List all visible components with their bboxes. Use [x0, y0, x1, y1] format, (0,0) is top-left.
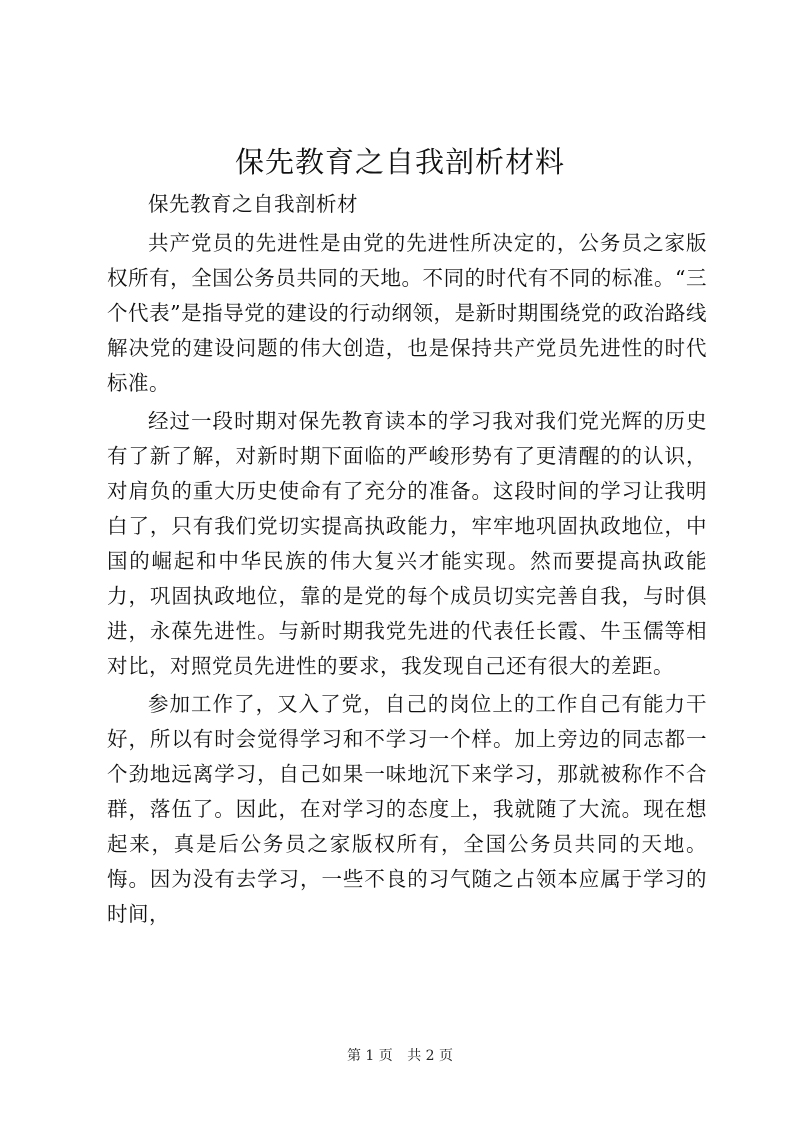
page-number: 第 1 页 [346, 1048, 393, 1064]
paragraph-2: 经过一段时期对保先教育读本的学习我对我们党光辉的历史有了新了解，对新时期下面临的严峻形势有了更清醒的的认识，对肩负的重大历史使命有了充分的准备。这段时间的学习让我明白了，只有我们党切实提高执政能力，牢牢地巩固执政地位，中国的崛起和中华民族的伟大复兴才能实现。然而要提高执政能力，巩固执政地位，靠的是党的每个成员切实完善自我，与时俱进，永葆先进性。与新时期我党先进的代表任长霞、牛玉儒等相对比，对照党员先进性的要求，我发现自己还有很大的差距。 [107, 409, 707, 678]
document-body [107, 187, 707, 932]
paragraph-1: 共产党员的先进性是由党的先进性所决定的，公务员之家版权所有，全国公务员共同的天地。不同的时代有不同的标准。“三个代表”是指导党的建设的行动纲领，是新时期围绕党的政治路线解决党的建设问题的伟大创造，也是保持共产党员先进性的时代标准。 [107, 231, 707, 395]
document-subtitle: 保先教育之自我剖析材 [148, 192, 358, 216]
paragraph-3: 参加工作了，又入了党，自己的岗位上的工作自己有能力干好，所以有时会觉得学习和不学习一个样。加上旁边的同志都一个劲地远离学习，自己如果一味地沉下来学习，那就被称作不合群，落伍了。因此，在对学习的态度上，我就随了大流。现在想起来，真是后公务员之家版权所有，全国公务员共同的天地。悔。因为没有去学习，一些不良的习气随之占领本应属于学习的时间， [107, 692, 707, 926]
page-total: 共 2 页 [407, 1048, 454, 1064]
page-title: 保先教育之自我剖析材料 [234, 145, 565, 179]
page-footer [0, 1046, 800, 1066]
